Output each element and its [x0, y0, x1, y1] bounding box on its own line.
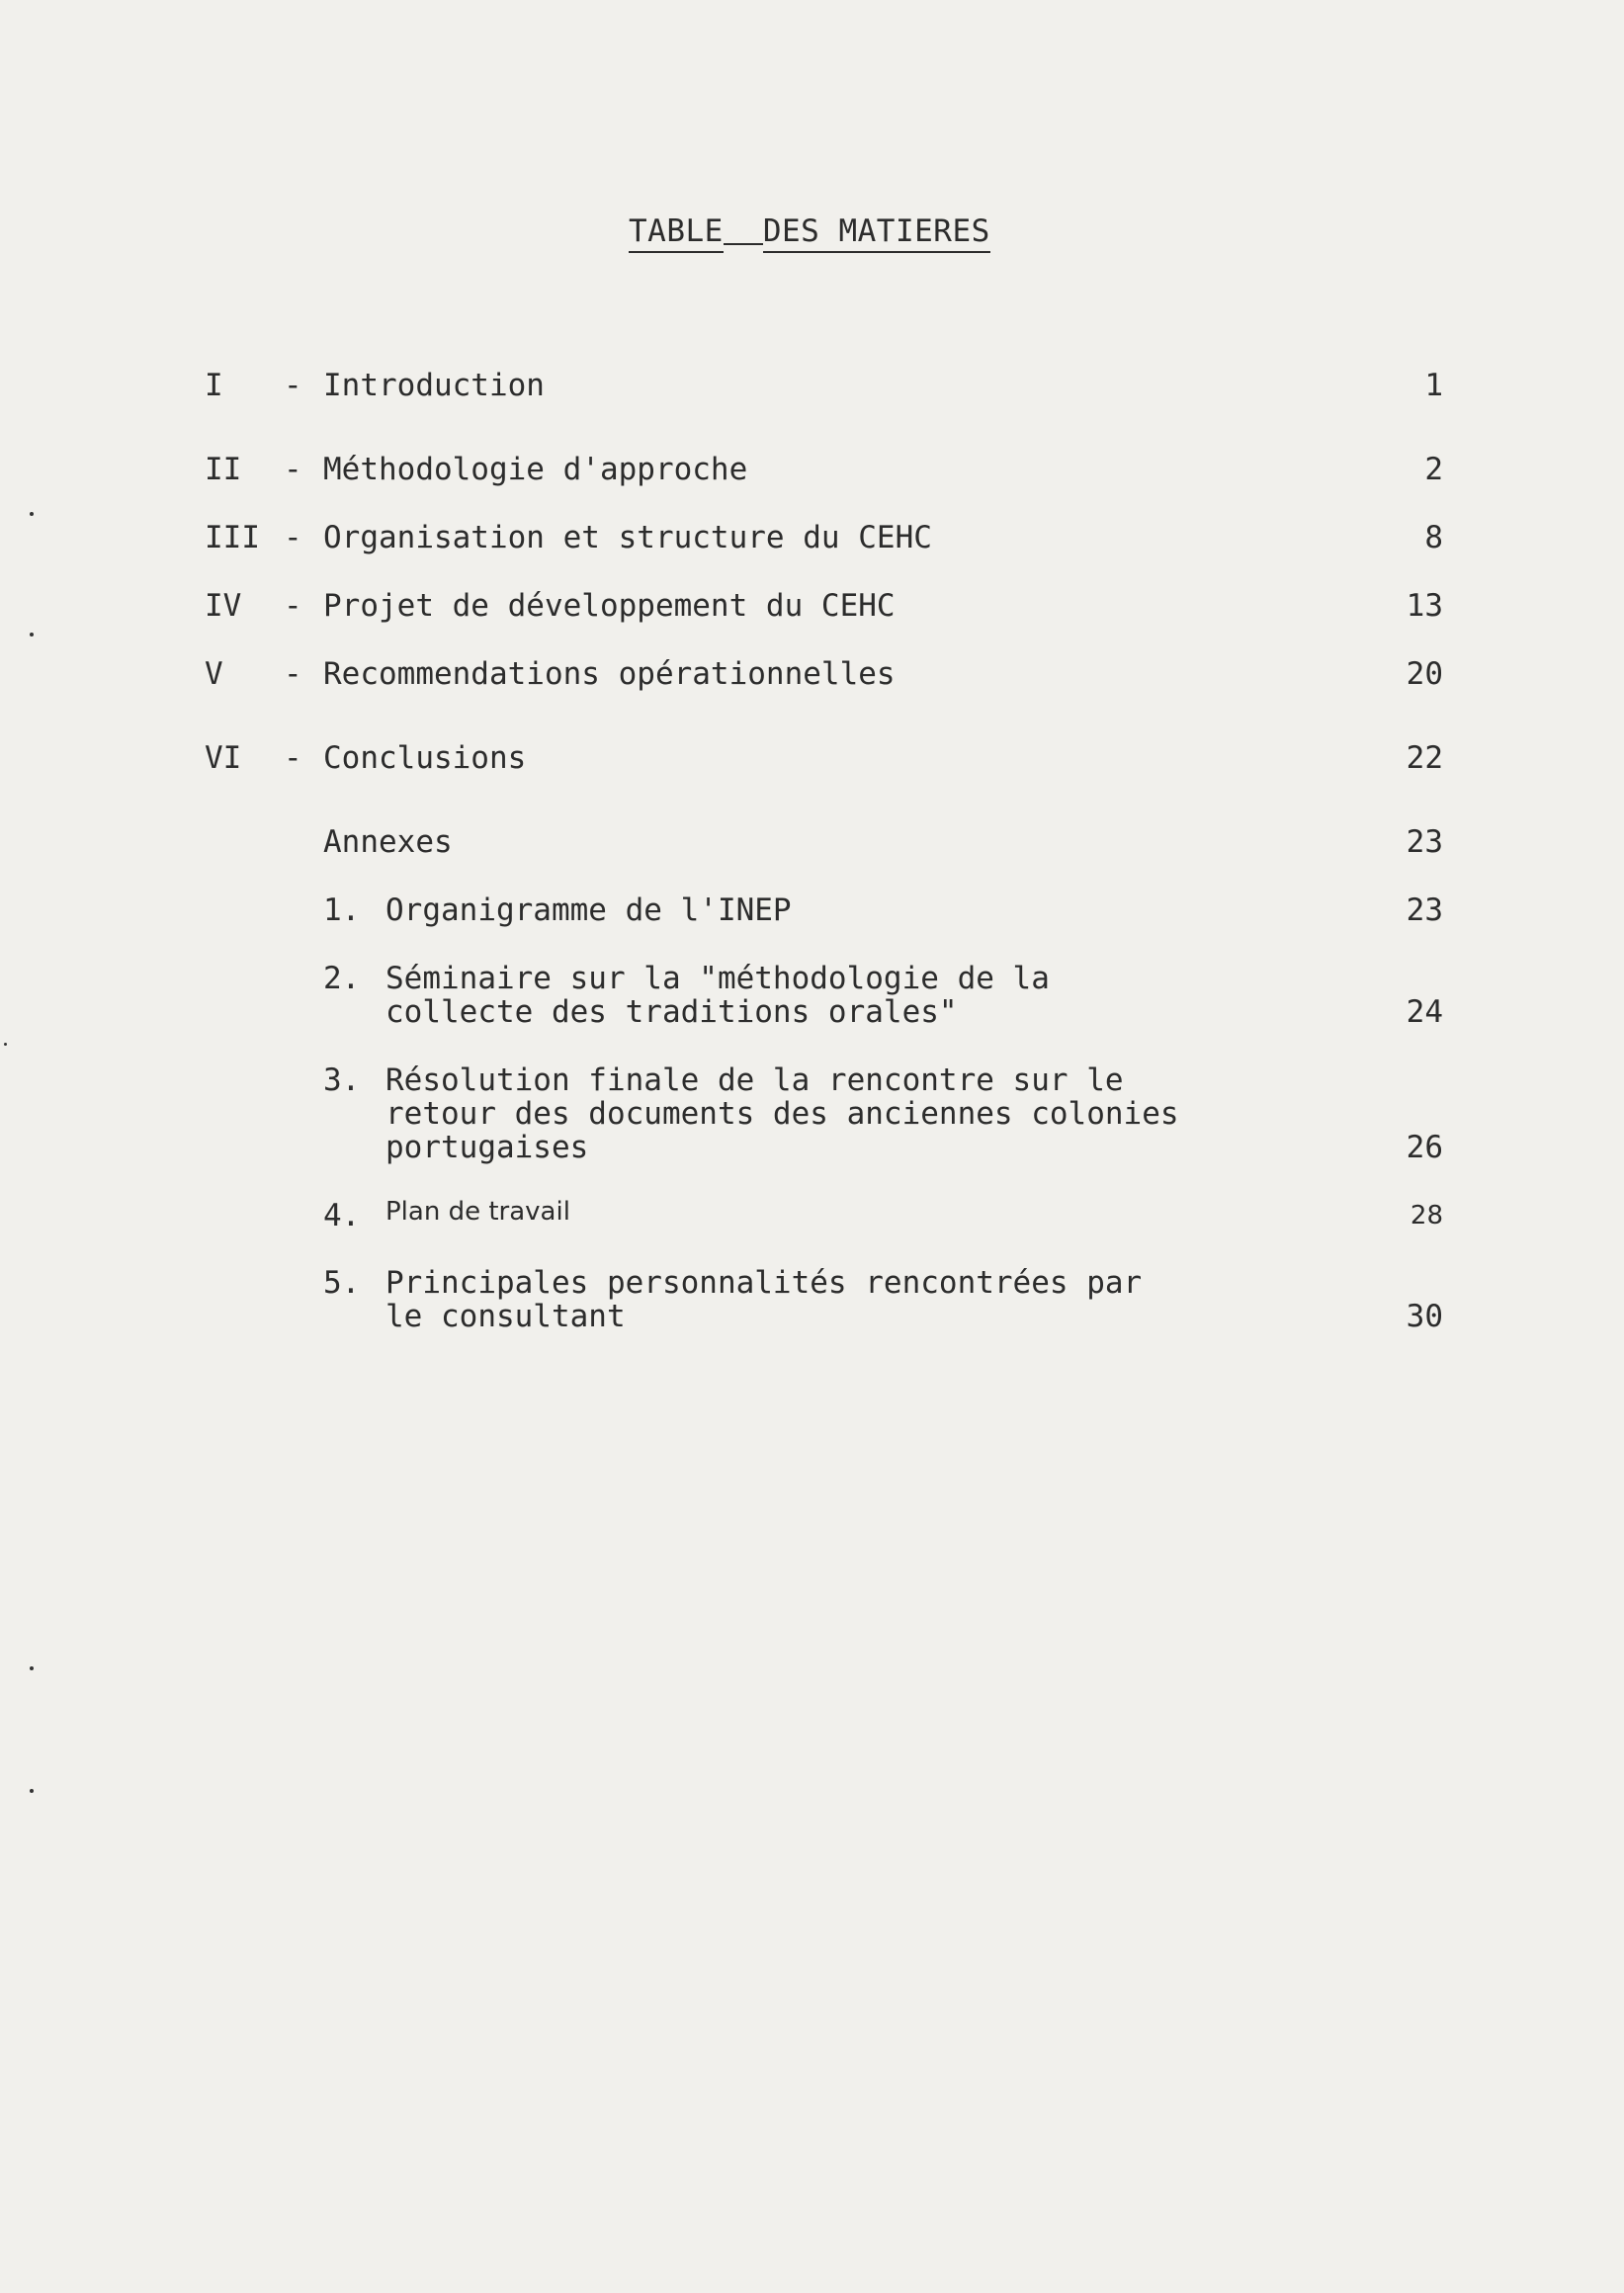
annex-item-line: Organigramme de l'INEP: [385, 892, 792, 928]
annex-item-line: Séminaire sur la "méthodologie de la: [385, 961, 1050, 996]
annex-item-page: 28: [1410, 1201, 1443, 1231]
paper-speck: [30, 512, 34, 516]
annex-item-line: collecte des traditions orales": [385, 994, 958, 1030]
title-underline-gap: [724, 242, 763, 245]
paper-speck: [30, 633, 34, 637]
annex-item-number: 4.: [323, 1198, 361, 1233]
annex-item-number: 3.: [323, 1062, 361, 1098]
annex-item-resolution: [0, 1063, 1624, 1164]
toc-entry-page: 13: [1406, 588, 1443, 624]
annex-item-page: 23: [1406, 892, 1443, 928]
toc-entry-label: Conclusions: [323, 740, 527, 776]
toc-entry-dash: -: [284, 588, 302, 624]
toc-entry-page: 8: [1424, 520, 1443, 555]
toc-entry-dash: -: [284, 520, 302, 555]
toc-entry-dash: -: [284, 656, 302, 692]
annex-item-plan: [0, 1195, 1624, 1233]
annex-item-line: Résolution finale de la rencontre sur le: [385, 1062, 1124, 1098]
toc-entry-label: Introduction: [323, 368, 545, 403]
toc-entry-label: Projet de développement du CEHC: [323, 588, 896, 624]
toc-entry-number: II: [205, 452, 242, 487]
toc-entry-page: 1: [1424, 368, 1443, 403]
annex-item-line: le consultant: [385, 1299, 626, 1334]
annex-item-line: portugaises: [385, 1130, 589, 1165]
toc-entry-dash: -: [284, 368, 302, 403]
annex-item-personnalites: [0, 1266, 1624, 1333]
toc-entry-label: Méthodologie d'approche: [323, 452, 748, 487]
toc-entry-number: I: [205, 368, 223, 403]
annex-item-number: 2.: [323, 961, 361, 996]
toc-entry-page: 20: [1406, 656, 1443, 692]
annex-item-page: 24: [1406, 994, 1443, 1030]
paper-speck: [4, 1043, 7, 1046]
annex-item-line: Principales personnalités rencontrées par: [385, 1265, 1143, 1301]
toc-entry-page: 22: [1406, 740, 1443, 776]
page-title: [629, 213, 1019, 249]
annex-item-seminaire: [0, 962, 1624, 1029]
annex-item-line: Plan de travail: [385, 1197, 570, 1227]
annex-item-number: 1.: [323, 892, 361, 928]
paper-speck: [30, 1789, 34, 1793]
toc-entry-number: IV: [205, 588, 242, 624]
toc-entry-label: Organisation et structure du CEHC: [323, 520, 932, 555]
title-word-des-matieres: DES MATIERES: [763, 213, 990, 253]
annex-item-organigramme: [0, 893, 1624, 927]
annex-item-number: 5.: [323, 1265, 361, 1301]
annex-item-page: 30: [1406, 1299, 1443, 1334]
toc-entry-number: III: [205, 520, 260, 555]
toc-entry-number: V: [205, 656, 223, 692]
toc-entry-page: 2: [1424, 452, 1443, 487]
toc-entry-label: Annexes: [323, 824, 453, 860]
toc-entry-number: VI: [205, 740, 242, 776]
toc-entry-page: 23: [1406, 824, 1443, 860]
annex-item-line: retour des documents des anciennes colonies: [385, 1096, 1179, 1132]
toc-entry-dash: -: [284, 452, 302, 487]
title-word-table: TABLE: [629, 213, 724, 253]
toc-entry-dash: -: [284, 740, 302, 776]
paper-speck: [30, 1666, 34, 1670]
annex-item-page: 26: [1406, 1130, 1443, 1165]
toc-entry-label: Recommendations opérationnelles: [323, 656, 896, 692]
